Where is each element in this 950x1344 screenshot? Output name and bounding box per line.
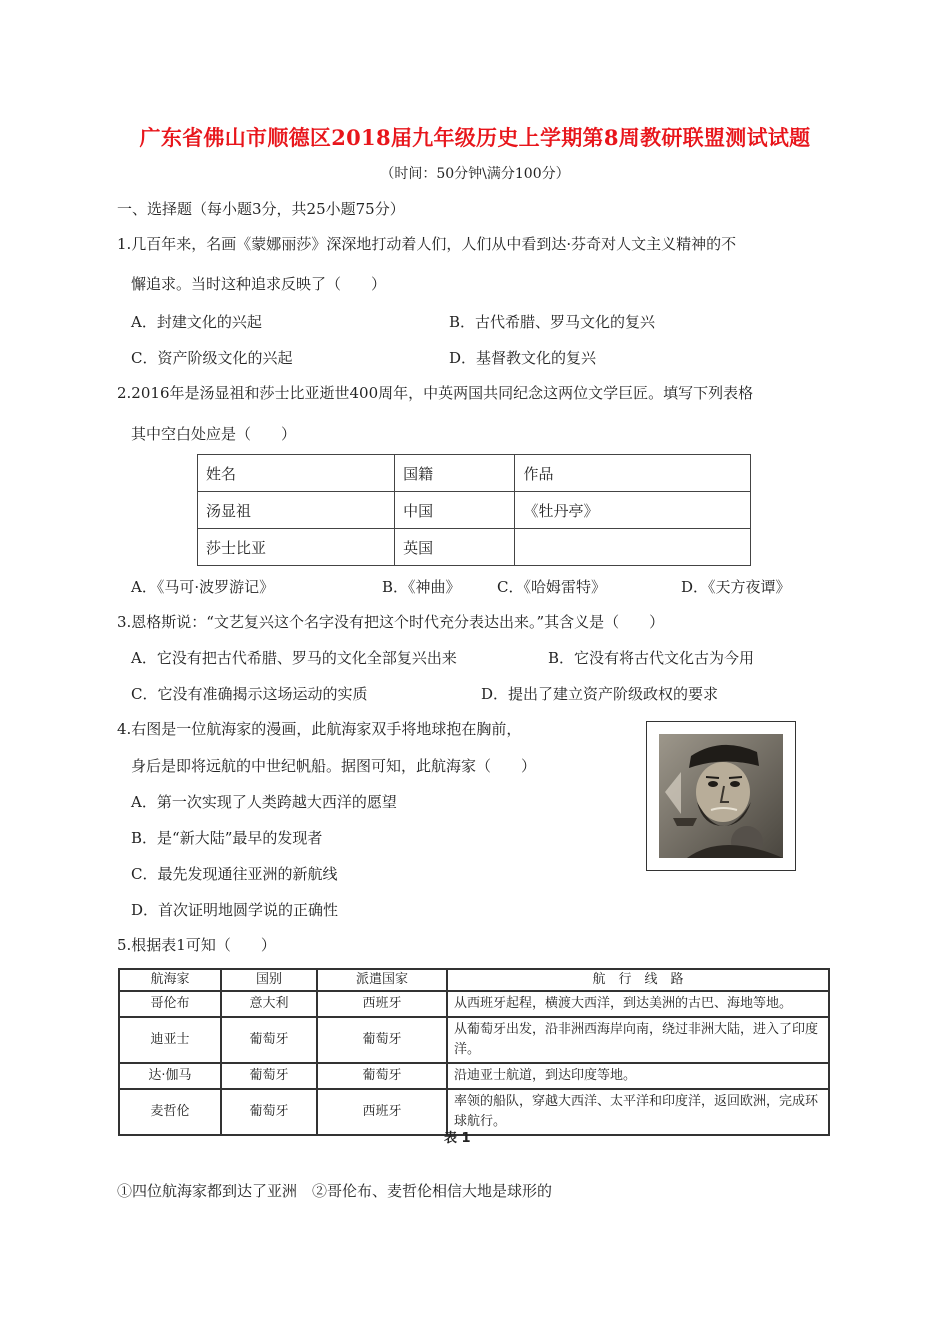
page-title: 广东省佛山市顺德区2018届九年级历史上学期第8周教研联盟测试试题 (139, 125, 811, 150)
table-header-cell: 国别 (221, 969, 317, 991)
table-cell: 从葡萄牙出发，沿非洲西海岸向南，绕过非洲大陆，进入了印度洋。 (447, 1017, 829, 1063)
table-cell: 哥伦布 (119, 991, 221, 1017)
table-header-cell: 航海家 (119, 969, 221, 991)
table-cell-blank (515, 529, 751, 566)
table-header-row (119, 969, 829, 991)
q4-option-b: B．是“新大陆”最早的发现者 (131, 829, 323, 847)
q2-stem-line1: 2.2016年是汤显祖和莎士比亚逝世400周年，中英两国共同纪念这两位文学巨匠。填写下列表格 (117, 384, 754, 402)
table-cell: 从西班牙起程，横渡大西洋，到达美洲的古巴、海地等地。 (447, 991, 829, 1017)
q4-stem-line1: 4.右图是一位航海家的漫画，此航海家双手将地球抱在胸前， (117, 720, 522, 738)
q5-stem: 5.根据表1可知（ ） (117, 936, 276, 954)
q4-option-d: D．首次证明地圆学说的正确性 (131, 901, 339, 919)
table-header-cell: 派遣国家 (317, 969, 447, 991)
q2-table (197, 454, 751, 566)
table-row (119, 1017, 829, 1063)
table-cell: 迪亚士 (119, 1017, 221, 1063)
table-header-cell: 航 行 线 路 (447, 969, 829, 991)
table-cell: 意大利 (221, 991, 317, 1017)
table-cell: 葡萄牙 (221, 1089, 317, 1135)
q3-option-d: D．提出了建立资产阶级政权的要求 (481, 685, 719, 703)
table-cell: 西班牙 (317, 1089, 447, 1135)
table-row (198, 492, 751, 529)
table-cell: 麦哲伦 (119, 1089, 221, 1135)
table-cell: 葡萄牙 (221, 1017, 317, 1063)
table-cell: 英国 (395, 529, 515, 566)
table-cell: 汤显祖 (198, 492, 395, 529)
section-heading: 一、选择题（每小题3分，共25小题75分） (117, 200, 405, 218)
table-cell: 姓名 (198, 455, 395, 492)
table-row (198, 455, 751, 492)
navigator-portrait-illustration (647, 722, 795, 870)
table-cell: 葡萄牙 (221, 1063, 317, 1089)
q2-stem-line2: 其中空白处应是（ ） (131, 425, 297, 443)
q2-option-a: A．《马可·波罗游记》 (131, 578, 275, 596)
q1-stem-line2: 懈追求。当时这种追求反映了（ ） (131, 275, 387, 293)
navigator-cartoon-image (646, 721, 796, 871)
q2-option-c: C．《哈姆雷特》 (497, 578, 606, 596)
table-row (198, 529, 751, 566)
q4-stem-line2: 身后是即将远航的中世纪帆船。据图可知，此航海家（ ） (131, 757, 537, 775)
q5-statements: ①四位航海家都到达了亚洲 ②哥伦布、麦哲伦相信大地是球形的 (117, 1182, 553, 1200)
q1-option-d: D．基督教文化的复兴 (449, 349, 597, 367)
table-row (119, 1089, 829, 1135)
table-row (119, 1063, 829, 1089)
q2-option-b: B．《神曲》 (382, 578, 461, 596)
table-cell: 达·伽马 (119, 1063, 221, 1089)
q2-option-d: D．《天方夜谭》 (681, 578, 791, 596)
table-caption: 表 1 (444, 1131, 471, 1146)
q1-option-c: C．资产阶级文化的兴起 (131, 349, 293, 367)
table-cell: 作品 (515, 455, 751, 492)
table-cell: 中国 (395, 492, 515, 529)
navigators-table (118, 968, 830, 1136)
table-cell: 葡萄牙 (317, 1063, 447, 1089)
table-cell: 国籍 (395, 455, 515, 492)
table-cell: 葡萄牙 (317, 1017, 447, 1063)
q4-option-c: C．最先发现通往亚洲的新航线 (131, 865, 338, 883)
q3-option-b: B．它没有将古代文化古为今用 (548, 649, 755, 667)
table-cell: 西班牙 (317, 991, 447, 1017)
q1-option-a: A．封建文化的兴起 (131, 313, 262, 331)
table-cell: 莎士比亚 (198, 529, 395, 566)
table-cell: 沿迪亚士航道，到达印度等地。 (447, 1063, 829, 1089)
q3-stem: 3.恩格斯说：“文艺复兴这个名字没有把这个时代充分表达出来。”其含义是（ ） (117, 613, 665, 631)
table-cell: 率领的船队，穿越大西洋、太平洋和印度洋，返回欧洲，完成环球航行。 (447, 1089, 829, 1135)
exam-time-note: （时间：50分钟\满分100分） (380, 166, 570, 182)
q3-option-a: A．它没有把古代希腊、罗马的文化全部复兴出来 (131, 649, 457, 667)
q3-option-c: C．它没有准确揭示这场运动的实质 (131, 685, 368, 703)
q4-option-a: A．第一次实现了人类跨越大西洋的愿望 (131, 793, 397, 811)
q1-stem-line1: 1.几百年来，名画《蒙娜丽莎》深深地打动着人们，人们从中看到达·芬奇对人文主义精神的不 (117, 235, 737, 253)
table-cell: 《牡丹亭》 (515, 492, 751, 529)
table-row (119, 991, 829, 1017)
q1-option-b: B．古代希腊、罗马文化的复兴 (449, 313, 656, 331)
